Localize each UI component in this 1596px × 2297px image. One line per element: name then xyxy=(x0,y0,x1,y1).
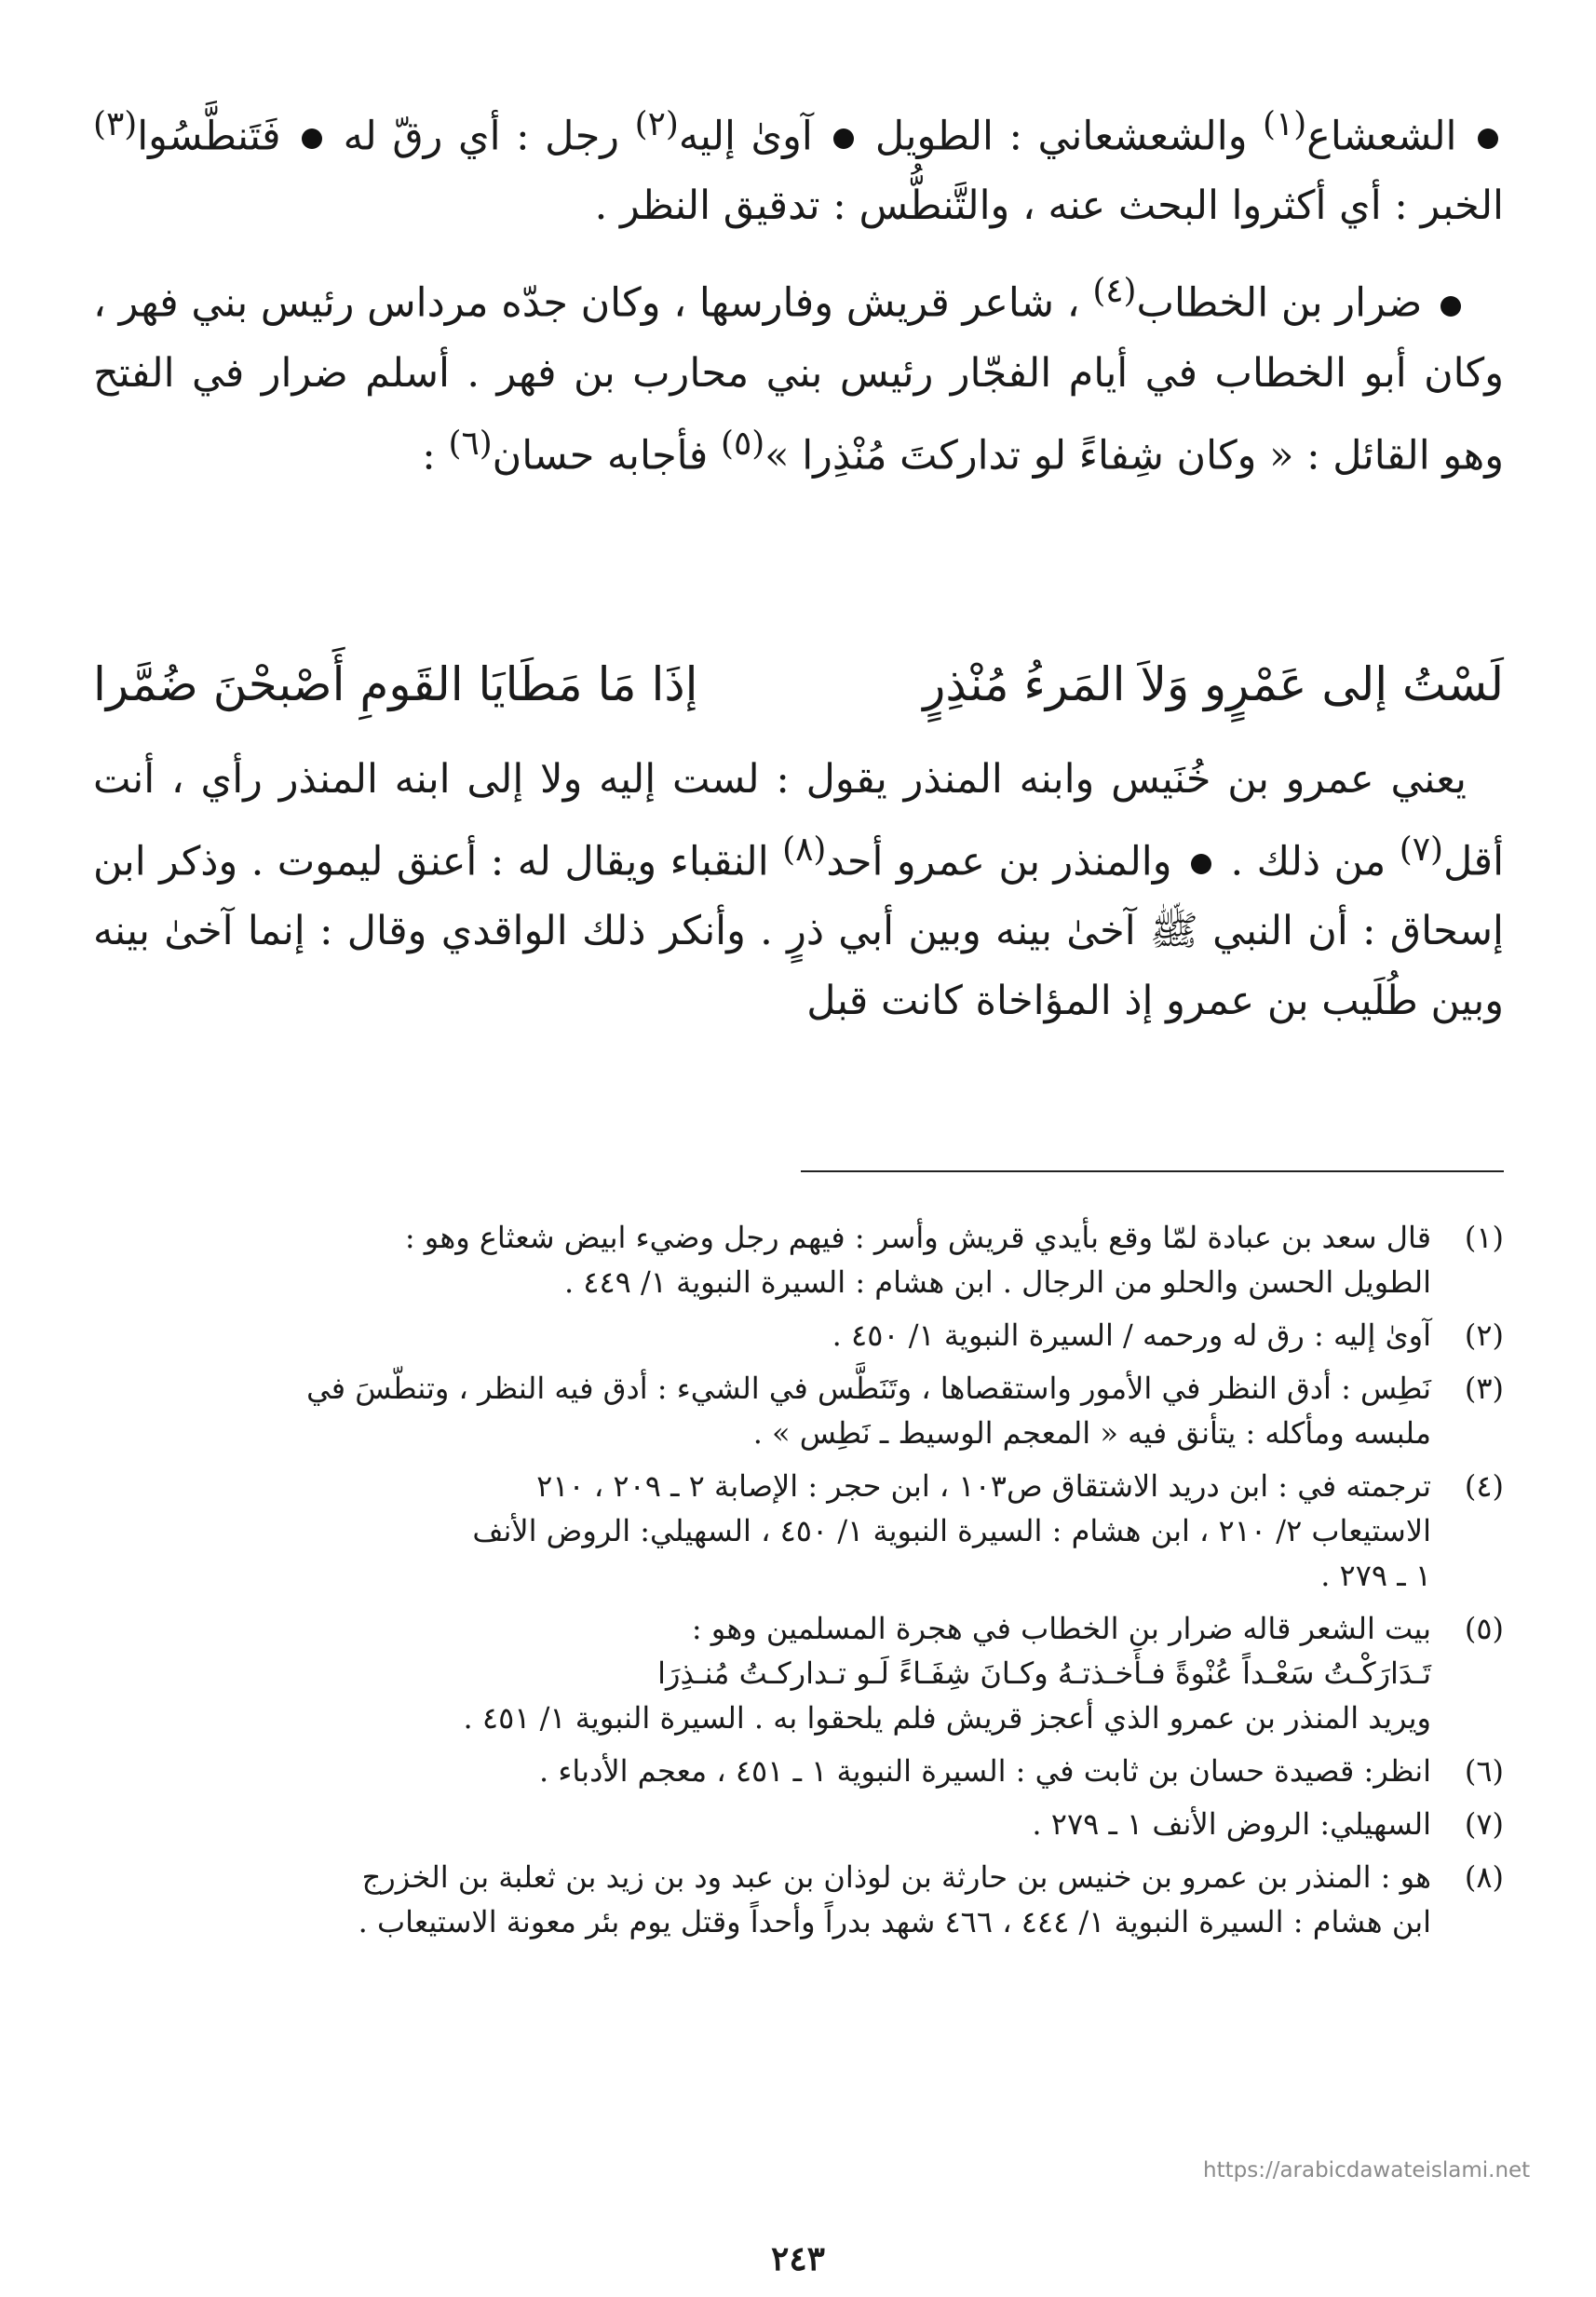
text-run: ضرار بن الخطاب xyxy=(1136,279,1423,327)
bullet-icon xyxy=(302,128,322,149)
footnote-line: الاستيعاب ٢/ ٢١٠ ، ابن هشام : السيرة النبوية ١/ ٤٥٠ ، السهيلي: الروض الأنف xyxy=(472,1513,1431,1548)
text-run: رجل : أي رقّ له xyxy=(343,113,620,160)
footnote-1 xyxy=(93,1215,1504,1304)
text-run: الخبر : أي أكثروا البحث عنه ، والتَّنطُّس : تدقيق النظر . xyxy=(594,182,1504,230)
footnote-line: بيت الشعر قاله ضرار بن الخطاب في هجرة المسلمين وهو : xyxy=(691,1611,1431,1646)
footnote-ref[interactable]: (٧) xyxy=(1399,831,1443,869)
footnote-text xyxy=(93,1855,1431,1944)
paragraph-1 xyxy=(93,89,1504,241)
bullet-icon xyxy=(1440,296,1461,317)
footnote-ref[interactable]: (٨) xyxy=(782,831,827,869)
footnote-7 xyxy=(93,1802,1504,1846)
footnote-5 xyxy=(93,1606,1504,1740)
text-run: يعني عمرو بن خُنَيس وابنه المنذر يقول : لست إليه ولا إلى ابنه المنذر رأي ، أنت أقل xyxy=(93,756,1505,885)
footnote-line: انظر: قصيدة حسان بن ثابت في : السيرة النبوية ١ ـ ٤٥١ ، معجم الأدباء . xyxy=(539,1753,1431,1789)
verse-hemistich-left: وكـانَ شِفَـاءً لَـو تـداركـتُ مُنـذِرَا xyxy=(657,1655,1048,1691)
footnote-number: (٨) xyxy=(1464,1859,1504,1895)
text-run: والشعشعاني : الطويل xyxy=(874,113,1248,160)
footnote-text xyxy=(93,1606,1431,1740)
footnote-8 xyxy=(93,1855,1504,1944)
footnote-ref[interactable]: (١) xyxy=(1263,105,1307,143)
text-run: آوىٰ إليه xyxy=(678,113,813,160)
footnote-line: السهيلي: الروض الأنف ١ ـ ٢٧٩ . xyxy=(1032,1806,1431,1842)
poem-verse xyxy=(93,642,1504,726)
footnote-6 xyxy=(93,1749,1504,1793)
footnote-ref[interactable]: (٤) xyxy=(1092,272,1137,311)
watermark-url: https://arabicdawateislami.net xyxy=(1203,2158,1531,2182)
footnote-line: قال سعد بن عبادة لمّا وقع بأيدي قريش وأسر : فيهم رجل وضيء ابيض شعثاع وهو : xyxy=(404,1220,1431,1255)
footnote-number: (٦) xyxy=(1464,1753,1504,1789)
footnote-line: الطويل الحسن والحلو من الرجال . ابن هشام : السيرة النبوية ١/ ٤٤٩ . xyxy=(563,1264,1431,1300)
main-text-continued xyxy=(93,745,1504,1051)
footnote-line: ترجمته في : ابن دريد الاشتقاق ص١٠٣ ، ابن حجر : الإصابة ٢ ـ ٢٠٩ ، ٢١٠ xyxy=(536,1468,1431,1504)
text-run: والمنذر بن عمرو أحد xyxy=(826,838,1172,885)
footnote-number: (٥) xyxy=(1464,1611,1504,1646)
footnote-line: ١ ـ ٢٧٩ . xyxy=(1320,1558,1431,1593)
bullet-icon xyxy=(1478,128,1498,149)
footnote-3 xyxy=(93,1366,1504,1455)
footnote-line: ابن هشام : السيرة النبوية ١/ ٤٤٤ ، ٤٦٦ شهد بدراً وأحداً وقتل يوم بئر معونة الاستيعاب . xyxy=(358,1904,1431,1939)
verse-hemistich-right: لَسْتُ إلى عَمْرٍو وَلاَ المَرءُ مُنْذِرٍ xyxy=(923,657,1504,711)
text-run: فَتَنطَّسُوا xyxy=(137,113,281,160)
verse-hemistich-right: تَـدَارَكْـتُ سَعْـداً عُنْوةً فـأَخـذتـهُ xyxy=(1057,1655,1431,1691)
footnote-text xyxy=(93,1366,1431,1455)
verse-hemistich-left: إذَا مَا مَطَايَا القَومِ أَصْبحْنَ ضُمَّرا xyxy=(93,657,698,711)
footnote-text xyxy=(93,1749,1431,1793)
footnote-text xyxy=(93,1215,1431,1304)
footnote-text xyxy=(93,1464,1431,1598)
footnote-ref[interactable]: (٥) xyxy=(721,424,765,463)
footnote-4 xyxy=(93,1464,1504,1598)
text-run: فأجابه حسان xyxy=(492,431,709,479)
footnote-line: ويريد المنذر بن عمرو الذي أعجز قريش فلم يلحقوا به . السيرة النبوية ١/ ٤٥١ . xyxy=(463,1700,1431,1736)
text-run: النقباء ويقال له : أعنق ليموت . وذكر ابن إسحاق : أن النبي ﷺ آخىٰ بينه وبين أبي ذرٍ . وأنكر ذلك الواقدي وقال : إنما آخىٰ بينه وبين طُلَيب بن عمرو إذ المؤاخاة كانت قبل xyxy=(93,838,1504,1025)
footnote-number: (٢) xyxy=(1464,1317,1504,1353)
footnote-separator xyxy=(801,1170,1504,1172)
bullet-icon xyxy=(833,128,854,149)
footnote-text xyxy=(93,1802,1431,1846)
footnotes xyxy=(93,1215,1504,1952)
footnote-ref[interactable]: (٢) xyxy=(634,105,679,143)
footnote-line: ملبسه ومأكله : يتأنق فيه « المعجم الوسيط ـ نَطِس » . xyxy=(752,1415,1431,1451)
text-run: ، شاعر قريش وفارسها ، وكان جدّه مرداس رئيس بني فهر ، وكان أبو الخطاب في أيام الفجّار رئيس بني محارب بن فهر . أسلم ضرار في الفتح وهو القائل : « وكان شِفاءً لو تداركتَ مُنْذِرا » xyxy=(93,279,1504,479)
footnote-ref[interactable]: (٣) xyxy=(93,105,138,143)
text-run: من ذلك . xyxy=(1230,838,1386,885)
paragraph-2 xyxy=(93,256,1504,491)
footnote-2 xyxy=(93,1313,1504,1358)
footnote-number: (١) xyxy=(1464,1220,1504,1255)
footnote-line: هو : المنذر بن عمرو بن خنيس بن حارثة بن لوذان بن عبد ود بن زيد بن ثعلبة بن الخزرج xyxy=(361,1859,1431,1895)
footnote-line: نَطِس : أدق النظر في الأمور واستقصاها ، وتَنَطَّس في الشيء : أدق فيه النظر ، وتنطّسَ في xyxy=(306,1371,1431,1406)
page-number: ٢٤٣ xyxy=(770,2239,825,2278)
bullet-icon xyxy=(1191,854,1211,874)
paragraph-3 xyxy=(93,745,1504,1036)
footnote-number: (٣) xyxy=(1464,1371,1504,1406)
footnote-text xyxy=(93,1313,1431,1358)
main-text xyxy=(93,89,1504,506)
footnote-line: آوىٰ إليه : رق له ورحمه / السيرة النبوية ١/ ٤٥٠ . xyxy=(832,1317,1431,1353)
footnote-ref[interactable]: (٦) xyxy=(448,424,493,463)
footnote-verse xyxy=(93,1651,1431,1696)
footnote-number: (٧) xyxy=(1464,1806,1504,1842)
footnote-number: (٤) xyxy=(1464,1468,1504,1504)
text-run: الشعشاع xyxy=(1306,113,1457,160)
text-run: : xyxy=(422,431,436,479)
